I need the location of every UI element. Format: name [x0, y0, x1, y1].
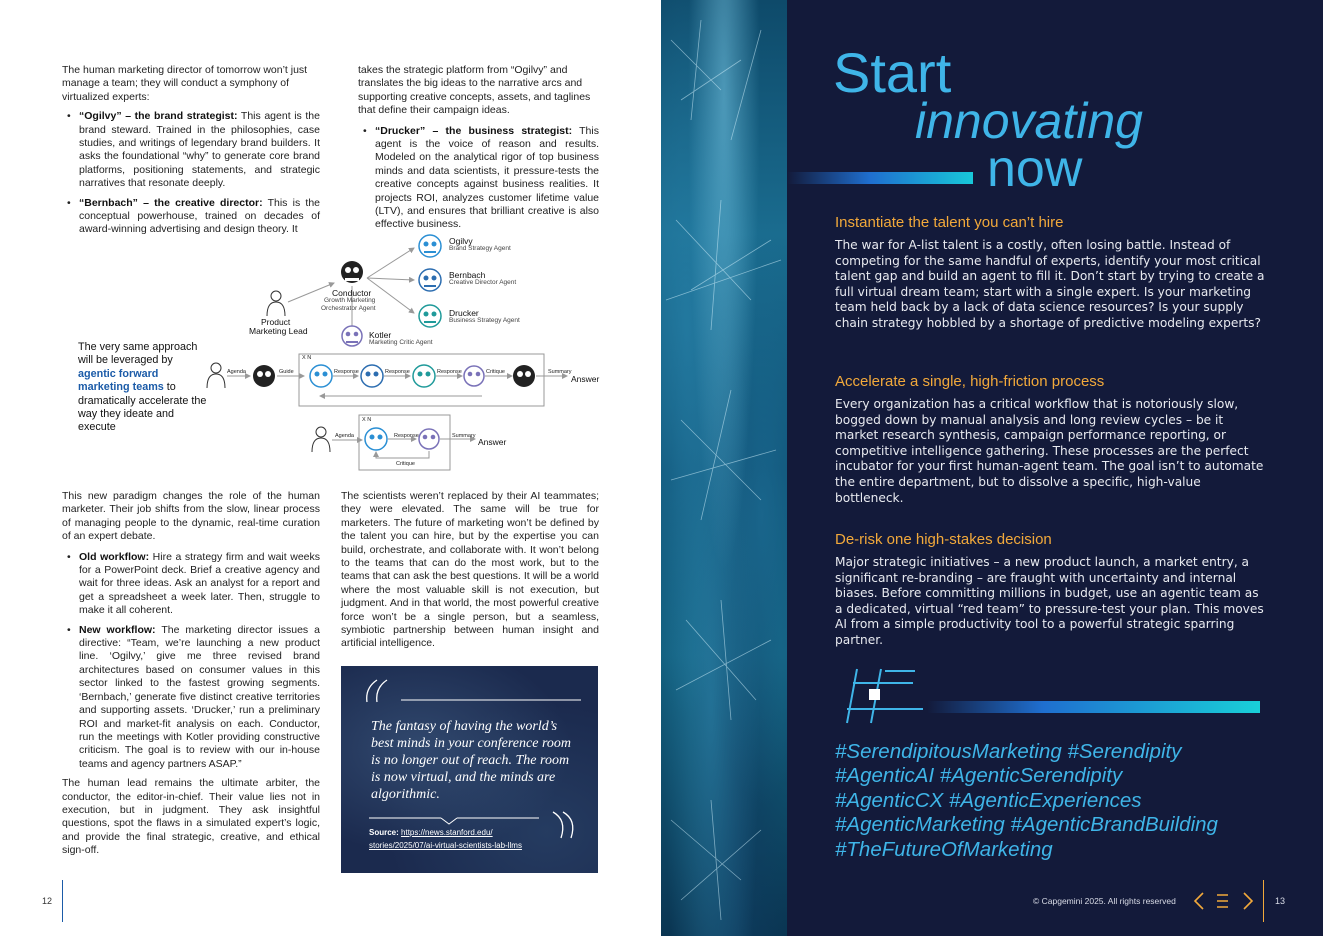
flow-response: Response [385, 369, 410, 375]
product-lead-label: Product [261, 317, 291, 327]
hashtag[interactable]: #AgenticBrandBuilding [1010, 813, 1218, 837]
quote-text: The fantasy of having the world’s best minds in your conference room is no longer out of reach. The room is now virtual, and the minds are algorithmic. [371, 719, 571, 802]
flow-response: Response [334, 369, 359, 375]
col1-intro: The human marketing director of tomorrow won’t just manage a team; they will conduct a symphony of virtualized experts: [62, 64, 308, 103]
title-bar [787, 172, 973, 184]
ogilvy-robot-icon [419, 235, 441, 257]
flow-guide: Guide [279, 369, 294, 375]
flow-critique: Critique [396, 461, 415, 467]
bullet-text: This agent is the brand steward. Trained in the philosophies, case studies, and writings of legendary brand builders. It asks the foundational “why” to generate core brand platforms, positioning statements, and strategic narratives that resonate deeply. [79, 110, 320, 190]
workflow-list [62, 551, 320, 772]
section-heading: Accelerate a single, high-friction process [835, 373, 1105, 390]
bullet-text: This is the conceptual powerhouse, trained on decades of award-winning advertising and design theory. It [79, 196, 321, 236]
col3-intro: This new paradigm changes the role of the human marketer. Their job shifts from the slow, linear process of managing people to the dynamic, real-time curation of an expert debate. [62, 490, 320, 543]
menu-button[interactable] [1213, 890, 1233, 912]
flow-summary: Summary [452, 433, 476, 439]
loop-count: X N [362, 417, 372, 423]
hashtag-list [835, 740, 1295, 862]
highlight-text: agentic forward marketing teams [78, 367, 164, 394]
human-icon [312, 427, 330, 452]
conductor-robot-icon [341, 261, 363, 283]
hashtag-bar [927, 701, 1260, 713]
kotler-robot-icon [464, 366, 484, 386]
conductor-sub-2: Orchestrator Agent [321, 305, 376, 312]
drucker-sub: Business Strategy Agent [449, 317, 520, 324]
agent-diagram [62, 228, 607, 478]
conductor-robot-icon [513, 365, 535, 387]
hashtag[interactable]: #TheFutureOfMarketing [835, 837, 1053, 861]
list-item [62, 551, 320, 618]
loop-count: X N [302, 355, 312, 361]
diagram-lead-text: The very same approach will be leveraged by agentic forward marketing teams to dramatically accelerate the way they ideate and execute [78, 341, 207, 434]
ogilvy-label: Ogilvy [449, 236, 473, 246]
title-line-3: now [987, 140, 1083, 198]
frost-image [661, 0, 787, 936]
title-line-2: innovating [915, 93, 1143, 149]
hashtag[interactable]: #AgenticMarketing [835, 813, 1005, 837]
menu-icon [1213, 890, 1233, 912]
conductor-sub-1: Growth Marketing [324, 297, 376, 304]
bernbach-sub: Creative Director Agent [449, 279, 517, 286]
section-heading: Instantiate the talent you can’t hire [835, 214, 1064, 231]
list-item [62, 110, 320, 190]
section-body: The war for A-list talent is a costly, often losing battle. Instead of competing for the same handful of experts, identify your most critical talent gap and build an agent to fill it. Don’t start by trying to create a full virtual dream team; start with a single expert. Is your marketing team held back by a lack of data science resources? Is your supply chain strategy hobbled by a shortage of predictive modeling experts? [835, 238, 1265, 330]
title-line-1: Start [833, 41, 952, 104]
ogilvy-sub: Brand Strategy Agent [449, 245, 511, 252]
kotler-sub: Marketing Critic Agent [369, 339, 433, 346]
drucker-robot-icon [419, 305, 441, 327]
conductor-label: Conductor [332, 288, 372, 298]
bullet-text: This agent is the voice of reason and results. Modeled on the analytical rigor of top business minds and data scientists, it pressure-tests the creative concepts against business realities. It projects ROI, analyzes customer lifetime value (LTV), and ensures that brilliant creative is also effective business. [375, 124, 599, 231]
open-quote-icon [367, 680, 387, 702]
section-heading: De-risk one high-stakes decision [835, 531, 1052, 548]
chevron-right-icon [1237, 890, 1257, 912]
hashtag[interactable]: #AgenticSerendipity [939, 764, 1123, 788]
human-icon [267, 291, 285, 316]
hashtag[interactable]: #AgenticAI [835, 764, 935, 788]
bullet-bold: New workflow: [79, 623, 156, 636]
kotler-label: Kotler [369, 330, 392, 340]
bernbach-label: Bernbach [449, 270, 486, 280]
ogilvy-robot-icon [365, 428, 387, 450]
quote-source [369, 826, 584, 852]
page-number: 13 [1275, 896, 1286, 906]
col4-text: The scientists weren’t replaced by their AI teammates; they were elevated. The same will be true for marketers. The future of marketing won’t be defined by the talent you can hire, but by the expertise you can build, orchestrate, and collaborate with. It won’t belong to the teams that can do the most work, but to the teams that can ask the best questions. It will be a world where the most valuable skill is not execution, but judgment. And in that world, the most powerful creative force won’t be a single person, but a seamless, symbiotic partnership between human insight and artificial intelligence. [341, 490, 599, 650]
product-lead-label-2: Marketing Lead [249, 326, 308, 336]
flow-answer: Answer [478, 437, 507, 447]
flow-response: Response [394, 433, 419, 439]
source-link[interactable]: stories/2025/07/ai-virtual-scientists-lab-llms [369, 841, 522, 850]
flow-agenda: Agenda [227, 369, 246, 375]
flow-summary: Summary [548, 369, 572, 375]
hashtag[interactable]: #AgenticExperiences [948, 788, 1142, 812]
flow-response: Response [437, 369, 462, 375]
kotler-robot-icon [419, 429, 439, 449]
bullet-bold: “Ogilvy” – the brand strategist: [79, 110, 238, 123]
bullet-text: The marketing director issues a directive: “Team, we’re launching a new product line. ‘Ogilvy,’ give me three revised brand architectures based on consumer values in this sector linked to the fastest growing segments. ‘Bernbach,’ generate five distinct creative territories and supporting assets. ‘Drucker,’ run a preliminary ROI and market-fit analysis on each. Conductor, run the meetings with Kotler providing constructive criticism. The goal is to review with our in-house teams and agency partners ASAP.” [79, 623, 320, 770]
agent-list-2 [358, 125, 599, 232]
flow-agenda: Agenda [335, 433, 354, 439]
list-item [62, 624, 320, 771]
bernbach-robot-icon [419, 269, 441, 291]
list-item [358, 125, 599, 232]
hashtag[interactable]: #SerendipitousMarketing [835, 740, 1062, 763]
agent-list-1 [62, 110, 320, 237]
divider [1263, 880, 1264, 922]
page-number: 12 [42, 896, 53, 906]
col-3 [62, 490, 320, 864]
col-2 [358, 64, 599, 238]
source-link[interactable]: https://news.stanford.edu/ [401, 828, 493, 837]
col3-outro: The human lead remains the ultimate arbiter, the conductor, the editor-in-chief. Their value lies not in execution, but in judgment. They ask insightful questions, spot the flaws in a simulated expert’s logic, and provide the final strategic, creative, and ethical sign-off. [62, 777, 320, 857]
prev-page-button[interactable] [1190, 890, 1210, 912]
ogilvy-robot-icon [310, 365, 332, 387]
chevron-left-icon [1190, 890, 1210, 912]
section-body: Major strategic initiatives – a new product launch, a market entry, a significant re-branding – are fraught with uncertainty and internal biases. Before committing millions in budget, use an agentic team as a dedicated, virtual “red team” to pressure-test your plan. This moves AI from a simple productivity tool to a powerful strategic sparring partner. [835, 555, 1264, 647]
copyright: © Capgemini 2025. All rights reserved [1033, 896, 1176, 906]
section-body: Every organization has a critical workflow that is notoriously slow, bogged down by manual analysis and long review cycles – be it market research synthesis, campaign performance reporting, or competitive intelligence gathering. These processes are the perfect incubator for your first human-agent team. The goal isn’t to automate the entire department, but to dissolve a specific, high-value bottleneck. [835, 397, 1264, 505]
left-page [0, 0, 661, 936]
hashtag-icon [843, 665, 933, 727]
flow-critique: Critique [486, 369, 505, 375]
col-1 [62, 64, 320, 243]
next-page-button[interactable] [1237, 890, 1257, 912]
col-4 [341, 490, 599, 657]
bullet-text: Hire a strategy firm and wait weeks for a PowerPoint deck. Brief a creative agency and wait for three ideas. Ask an analyst for a report and get a spreadsheet a week later. Then, struggle to make it all coherent. [79, 550, 320, 617]
quote-box [341, 666, 598, 873]
kotler-robot-icon [342, 326, 362, 346]
flow-answer: Answer [571, 374, 600, 384]
drucker-label: Drucker [449, 308, 479, 318]
source-label: Source: [369, 828, 402, 837]
divider [62, 880, 63, 922]
col2-intro: takes the strategic platform from “Ogilvy” and translates the big ideas to the narrative arcs and supporting creative concepts, assets, and taglines that define their campaign ideas. [358, 64, 591, 117]
bernbach-robot-icon [361, 365, 383, 387]
bullet-bold: Old workflow: [79, 550, 150, 563]
hashtag[interactable]: #Serendipity [1067, 740, 1182, 763]
drucker-robot-icon [413, 365, 435, 387]
right-page [787, 0, 1323, 936]
frost-texture [661, 0, 787, 936]
bullet-bold: “Drucker” – the business strategist: [375, 124, 573, 137]
hashtag[interactable]: #AgenticCX [835, 788, 944, 812]
bullet-bold: “Bernbach” – the creative director: [79, 196, 263, 209]
conductor-robot-icon [253, 365, 275, 387]
